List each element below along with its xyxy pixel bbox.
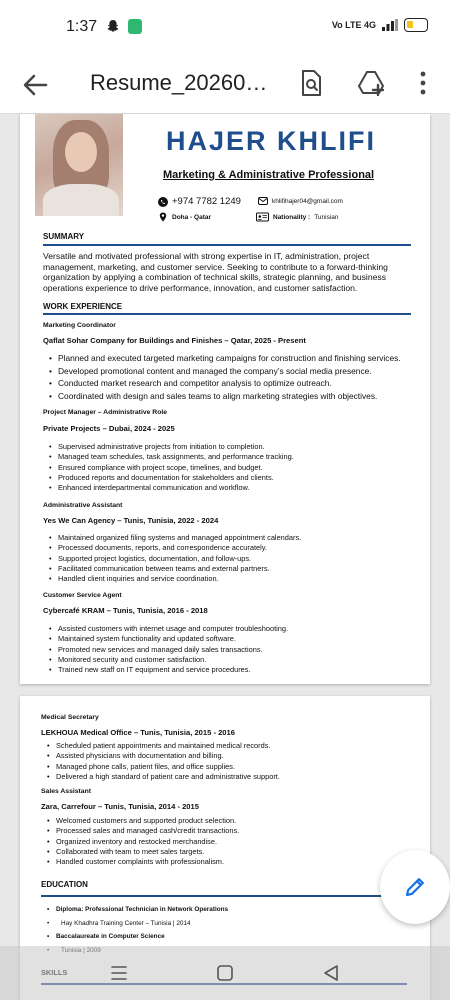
job-bullet: • Conducted market research and competitor analysis to optimize outreach.: [49, 377, 401, 390]
education-item: • Diploma: Professional Technician in Network Operations: [47, 903, 228, 917]
app-bar: [0, 56, 450, 114]
status-bar: [0, 0, 450, 56]
job-bullet: • Assisted customers with internet usage and computer troubleshooting.: [49, 624, 288, 634]
job-company: Yes We Can Agency – Tunis, Tunisia, 2022 - 2024: [43, 516, 219, 525]
job-role: Administrative Assistant: [43, 502, 123, 509]
summary-text: Versatile and motivated professional with strong expertise in IT, administration, project management, marketing, and customer service. Seeking to contribute to a forward-thinking organization by applying a combination of technical skills, strategic planning, and business operations experience to drive performance, innovation, and customer satisfaction.: [43, 251, 388, 293]
profile-photo: [35, 114, 123, 216]
job-bullet: • Supervised administrative projects from initiation to completion.: [49, 442, 294, 452]
network-label: Vo LTE 4G: [331, 20, 376, 30]
education-item: • Baccalaureate in Computer Science: [47, 930, 228, 944]
job-bullet: • Trained new staff on IT equipment and service procedures.: [49, 665, 288, 675]
job-bullet: • Managed team schedules, task assignments, and performance tracking.: [49, 452, 294, 462]
job-bullets: [49, 352, 401, 402]
job-company: Private Projects – Dubai, 2024 - 2025: [43, 424, 175, 433]
job-bullet: • Managed phone calls, patient files, and office supplies.: [47, 762, 280, 772]
job-bullet: • Welcomed customers and supported product selection.: [47, 816, 239, 826]
battery-icon: [404, 18, 428, 32]
job-role: Project Manager – Administrative Role: [43, 409, 168, 416]
resume-page-1: [20, 114, 430, 684]
job-bullet: • Enhanced interdepartmental communication and workflow.: [49, 483, 294, 493]
id-card-icon: [256, 212, 269, 222]
back-arrow-icon[interactable]: [18, 68, 52, 102]
email-address: khlifihajer04@gmail.com: [272, 197, 343, 205]
phone-number: +974 7782 1249: [172, 196, 241, 207]
signal-icon: [382, 19, 398, 31]
job-bullet: • Developed promotional content and managed the company’s social media presence.: [49, 365, 401, 378]
job-bullet: • Produced reports and documentation for stakeholders and clients.: [49, 473, 294, 483]
job-bullet: • Assisted physicians with documentation and billing.: [47, 751, 280, 761]
job-company: Cybercafé KRAM – Tunis, Tunisia, 2016 - 2018: [43, 606, 208, 615]
edit-button[interactable]: [380, 850, 450, 924]
job-bullet: • Monitored security and customer satisfaction.: [49, 655, 288, 665]
job-bullets: [49, 442, 294, 493]
job-role: Sales Assistant: [41, 788, 91, 795]
job-company: Zara, Carrefour – Tunis, Tunisia, 2014 - 2015: [41, 802, 199, 811]
education-detail: • Hay Khadhra Training Center – Tunisia | 2014: [47, 917, 228, 931]
snapchat-icon: [106, 19, 120, 33]
job-bullet: • Facilitated communication between teams and external partners.: [49, 564, 301, 574]
home-icon[interactable]: [214, 962, 236, 984]
section-divider: [43, 313, 411, 315]
email-icon: [258, 196, 268, 206]
work-experience-title: WORK EXPERIENCE: [43, 302, 123, 311]
job-company: Qaflat Sohar Company for Buildings and Finishes – Qatar, 2025 - Present: [43, 336, 306, 345]
document-search-icon[interactable]: [296, 68, 326, 98]
job-bullets: [47, 816, 239, 867]
location-pin-icon: [158, 212, 168, 222]
phone-icon: [158, 197, 168, 207]
document-title: Resume_20260…: [90, 70, 268, 95]
job-bullet: • Delivered a high standard of patient care and administrative support.: [47, 772, 280, 782]
job-bullet: • Promoted new services and managed daily sales transactions.: [49, 645, 288, 655]
job-bullet: • Planned and executed targeted marketing campaigns for construction and finishing services.: [49, 352, 401, 365]
job-bullet: • Coordinated with design and sales teams to align marketing strategies with objectives.: [49, 390, 401, 403]
pencil-icon: [402, 874, 428, 900]
nationality-label: Nationality :: [273, 213, 311, 221]
job-role: Marketing Coordinator: [43, 322, 116, 329]
job-bullet: • Handled customer complaints with professionalism.: [47, 857, 239, 867]
resume-subtitle: Marketing & Administrative Professional: [163, 169, 375, 181]
job-bullet: • Maintained system functionality and updated software.: [49, 634, 288, 644]
back-nav-icon[interactable]: [320, 962, 342, 984]
section-divider: [41, 895, 386, 897]
email-contact: [258, 196, 343, 206]
recent-apps-icon[interactable]: [108, 962, 130, 984]
job-bullet: • Organized inventory and restocked merchandise.: [47, 837, 239, 847]
more-options-icon[interactable]: [408, 68, 438, 98]
nationality-contact: [256, 212, 339, 222]
status-indicators: [332, 18, 428, 32]
job-bullets: [47, 741, 280, 782]
summary-title: SUMMARY: [43, 232, 85, 241]
resume-name: HAJER KHLIFI: [166, 126, 377, 156]
phone-contact: [158, 196, 241, 207]
job-company: LEKHOUA Medical Office – Tunis, Tunisia, 2015 - 2016: [41, 728, 235, 737]
location: Doha - Qatar: [172, 213, 212, 221]
job-bullet: • Maintained organized filing systems and managed appointment calendars.: [49, 533, 301, 543]
education-title: EDUCATION: [41, 880, 88, 889]
job-bullet: • Ensured compliance with project scope, timelines, and budget.: [49, 463, 294, 473]
job-bullet: • Handled client inquiries and service coordination.: [49, 574, 301, 584]
job-bullet: • Processed sales and managed cash/credit transactions.: [47, 826, 239, 836]
job-role: Medical Secretary: [41, 714, 99, 721]
job-bullet: • Scheduled patient appointments and maintained medical records.: [47, 741, 280, 751]
job-role: Customer Service Agent: [43, 592, 122, 599]
job-bullet: • Supported project logistics, documentation, and follow-ups.: [49, 554, 301, 564]
location-contact: [158, 212, 211, 222]
shield-icon: [128, 19, 142, 34]
job-bullets: [49, 533, 301, 584]
status-time: 1:37: [66, 18, 98, 35]
system-navigation-bar: [0, 946, 450, 1000]
add-to-drive-icon[interactable]: [356, 68, 386, 98]
nationality: Tunisian: [314, 213, 339, 221]
section-divider: [43, 244, 411, 246]
job-bullet: • Processed documents, reports, and correspondence accurately.: [49, 543, 301, 553]
job-bullet: • Collaborated with team to meet sales targets.: [47, 847, 239, 857]
job-bullets: [49, 624, 288, 675]
